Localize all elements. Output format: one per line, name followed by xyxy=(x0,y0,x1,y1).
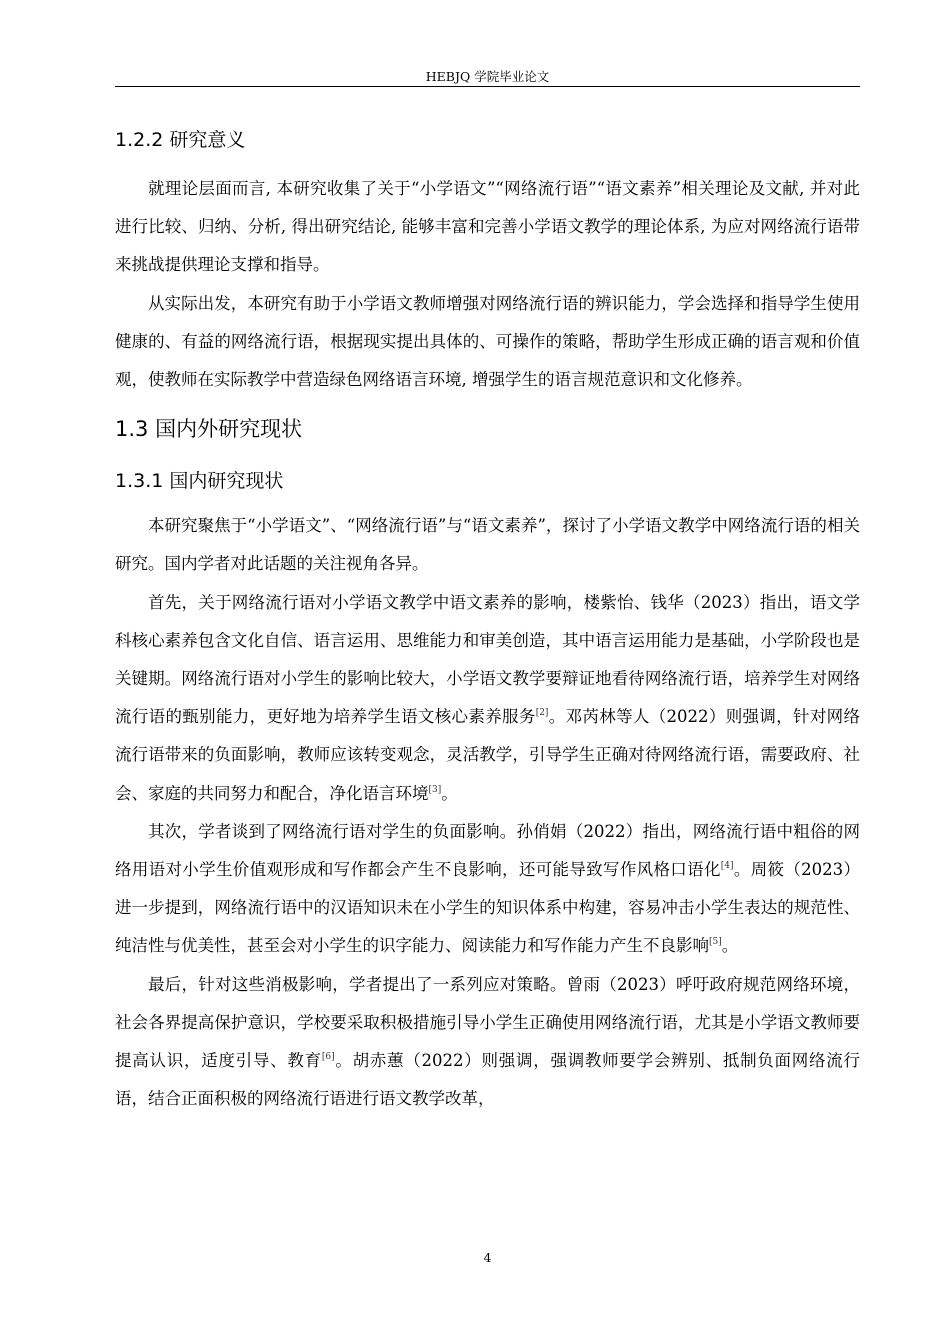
paragraph: 本研究聚焦于“小学语文”、“网络流行语”与“语文素养”，探讨了小学语文教学中网络流行语的相关研究。国内学者对此话题的关注视角各异。 xyxy=(115,516,860,574)
citation-ref[interactable]: [3] xyxy=(428,784,442,795)
section-heading-1-2-2: 1.2.2 研究意义 xyxy=(115,129,246,151)
paragraph-text: 。 xyxy=(721,936,739,956)
paragraph-text: 首先，关于网络流行语对小学语文教学中语文素养的影响，楼紫怡、钱华（2023）指出，语文学科核心素养包含文化自信、语言运用、思维能力和审美创造，其中语言运用能力是基础，小学阶段也是关键期。网络流行语对小学生的影响比较大，小学语文教学要辩证地看待网络流行语，培养学生对网络流行语的甄别能力，更好地为培养学生语文核心素养服务 xyxy=(115,592,860,727)
citation-ref[interactable]: [2] xyxy=(535,708,549,719)
main-content xyxy=(115,120,860,1118)
page-number: 4 xyxy=(483,1250,492,1265)
paragraph-text: 。周筱（2023）进一步提到，网络流行语中的汉语知识未在小学生的知识体系中构建，容易冲击小学生表达的规范性、纯洁性与优美性，甚至会对小学生的识字能力、阅读能力和写作能力产生不良影响 xyxy=(115,860,861,956)
paragraph: 从实际出发，本研究有助于小学语文教师增强对网络流行语的辨识能力，学会选择和指导学生使用健康的、有益的网络流行语，根据现实提出具体的、可操作的策略，帮助学生形成正确的语言观和价值观，使教师在实际教学中营造绿色网络语言环境, 增强学生的语言规范意识和文化修养。 xyxy=(115,293,860,390)
citation-ref[interactable]: [5] xyxy=(709,937,722,948)
paragraph-text: 。邓芮林等人（2022）则强调，针对网络流行语带来的负面影响，教师应该转变观念，灵活教学，引导学生正确对待网络流行语，需要政府、社会、家庭的共同努力和配合，净化语言环境 xyxy=(115,707,860,803)
paragraph xyxy=(115,584,860,813)
paragraph-text: 。 xyxy=(441,783,458,803)
section-heading-1-3: 1.3 国内外研究现状 xyxy=(115,417,303,442)
paragraph: 就理论层面而言, 本研究收集了关于“小学语文”“网络流行语”“语文素养”相关理论及文献, 并对此进行比较、归纳、分析, 得出研究结论, 能够丰富和完善小学语文教学的理论体系, 为应对网络流行语带来挑战提供理论支撑和指导。 xyxy=(115,179,860,275)
paragraph-text: 其次，学者谈到了网络流行语对学生的负面影响。孙俏娟（2022）指出，网络流行语中粗俗的网络用语对小学生价值观形成和写作都会产生不良影响，还可能导致写作风格口语化 xyxy=(115,821,860,880)
running-header: HEBJQ 学院毕业论文 xyxy=(425,69,550,84)
paragraph-text: 最后，针对这些消极影响，学者提出了一系列应对策略。曾雨（2023）呼吁政府规范网络环境，社会各界提高保护意识，学校要采取积极措施引导小学生正确使用网络流行语，尤其是小学语文教师要提高认识，适度引导、教育 xyxy=(115,974,860,1071)
citation-ref[interactable]: [4] xyxy=(720,861,734,872)
paragraph-text: 。胡赤蕙（2022）则强调，强调教师要学会辨别、抵制负面网络流行语，结合正面积极的网络流行语进行语文教学改革， xyxy=(115,1051,860,1109)
paragraph xyxy=(115,813,860,966)
citation-ref[interactable]: [6] xyxy=(321,1052,335,1063)
header-divider xyxy=(115,86,860,87)
paragraph xyxy=(115,966,860,1119)
section-heading-1-3-1: 1.3.1 国内研究现状 xyxy=(115,470,284,493)
